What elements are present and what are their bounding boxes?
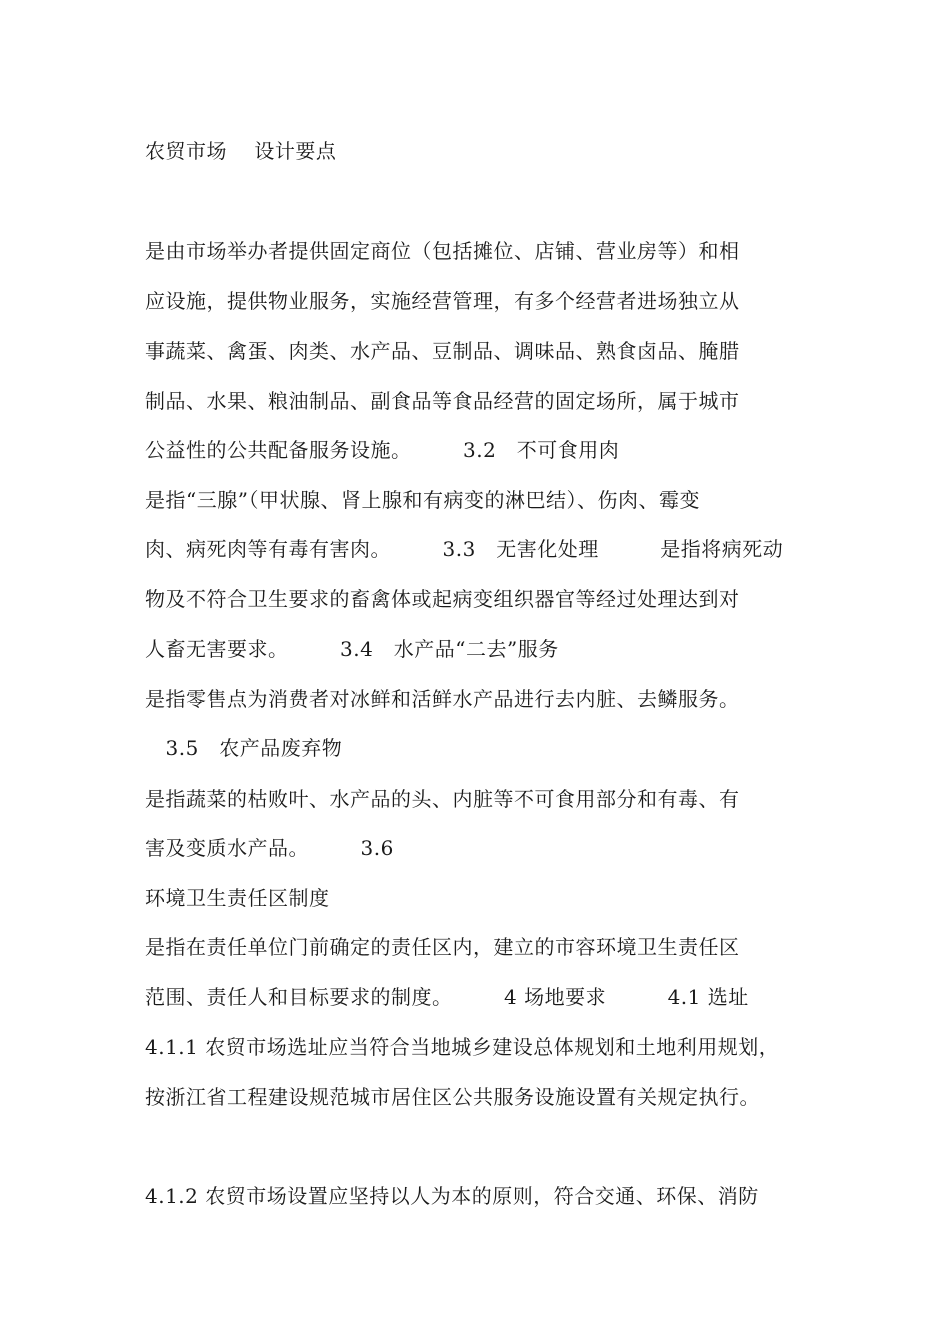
paragraph-line: 环境卫生责任区制度 [145,886,330,910]
paragraph-line: 害及变质水产品。 3.6 [145,836,394,860]
paragraph-line: 公益性的公共配备服务设施。 3.2 不可食用肉 [145,438,620,462]
paragraph-line: 按浙江省工程建设规范城市居住区公共服务设施设置有关规定执行。 [145,1085,760,1109]
paragraph-line: 3.5 农产品废弃物 [145,736,343,760]
paragraph-line: 制品、水果、粮油制品、副食品等食品经营的固定场所，属于城市 [145,389,740,413]
paragraph-line: 物及不符合卫生要求的畜禽体或起病变组织器官等经过处理达到对 [145,587,740,611]
paragraph-line: 是指蔬菜的枯败叶、水产品的头、内脏等不可食用部分和有毒、有 [145,787,740,811]
paragraph-line: 4.1.2 农贸市场设置应坚持以人为本的原则，符合交通、环保、消防 [145,1184,759,1208]
paragraph-line: 范围、责任人和目标要求的制度。 4 场地要求 4.1 选址 [145,985,749,1009]
paragraph-line: 4.1.1 农贸市场选址应当符合当地城乡建设总体规划和土地利用规划， [145,1035,780,1059]
paragraph-line: 是指在责任单位门前确定的责任区内，建立的市容环境卫生责任区 [145,935,740,959]
paragraph-line: 人畜无害要求。 3.4 水产品“二去”服务 [145,637,559,661]
paragraph-line: 事蔬菜、禽蛋、肉类、水产品、豆制品、调味品、熟食卤品、腌腊 [145,339,740,363]
paragraph-line: 是指零售点为消费者对冰鲜和活鲜水产品进行去内脏、去鳞服务。 [145,687,740,711]
document-title: 农贸市场 设计要点 [145,139,337,163]
paragraph-line: 是指“三腺”（甲状腺、肾上腺和有病变的淋巴结）、伤肉、霉变 [145,488,700,512]
paragraph-line: 肉、病死肉等有毒有害肉。 3.3 无害化处理 是指将病死动 [145,537,784,561]
paragraph-line: 是由市场举办者提供固定商位（包括摊位、店铺、营业房等）和相 [145,239,740,263]
paragraph-line: 应设施，提供物业服务，实施经营管理，有多个经营者进场独立从 [145,289,740,313]
